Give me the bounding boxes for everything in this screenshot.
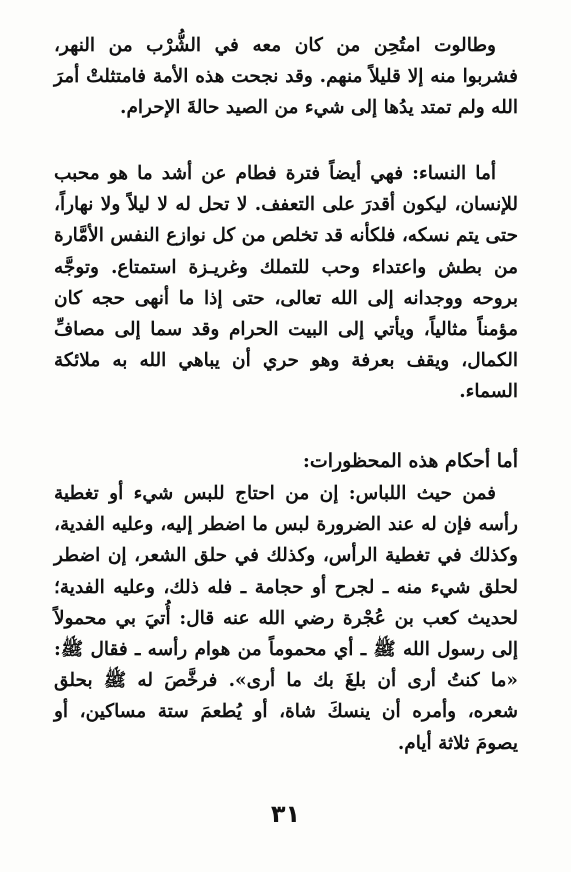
paragraph-text: فمن حيث اللباس: إن من احتاج للبس شيء أو تغطية رأسه فإن له عند الضرورة لبس ما اضطر إليه، وعليه الفدية، وكذلك في تغطية الرأس، وكذلك في حلق الشعر، إن اضطر لحلق شيء منه ـ لجرح أو حجامة ـ فله ذلك، وعليه الفدية؛ لحديث كعب بن عُجْرة رضي الله عنه قال: أُتيَ بي محمولاً إلى رسول الله ﷺ ـ أي محموماً من هوام رأسه ـ فقال ﷺ: «ما كنتُ أرى أن بلغَ بك ما أرى». فرخَّصَ له ﷺ بحلق شعره، وأمره أن ينسكَ شاة، أو يُطعمَ ستة مساكين، أو يصومَ ثلاثة أيام. [54,483,518,754]
section-heading: أما أحكام هذه المحظورات: [302,450,518,472]
paragraph-text: أما النساء: فهي أيضاً فترة فطام عن أشد ما هو محبب للإنسان، ليكون أقدرَ على التعفف. لا تحل له لا ليلاً ولا نهاراً، حتى يتم نسكه، فلكأنه قد تخلص من كل نوازع النفس الأمَّارة من بطش واعتداء وحب للتملك وغريـزة استمتاع. وتوجَّه بروحه ووجدانه إلى الله تعالى، حتى إذا ما أنهى حجه كان مؤمناً مثالياً، ويأتي إلى البيت الحرام وقد سما إلى مصافِّ الكمال، ويقف بعرفة وهو حري أن يباهي الله به ملائكة السماء. [54,163,518,403]
paragraph-women [54,158,518,408]
paragraph-talut [54,30,518,124]
page-number: ٣١ [270,800,301,828]
paragraph-clothing [54,478,518,759]
paragraph-text: وطالوت امتُحِن من كان معه في الشُّرْب من النهر، فشربوا منه إلا قليلاً منهم. وقد نجحت هذه الأمة فامتثلتْ أمرَ الله ولم تمتد يدُها إلى شيء من الصيد حالةَ الإحرام. [54,35,518,119]
